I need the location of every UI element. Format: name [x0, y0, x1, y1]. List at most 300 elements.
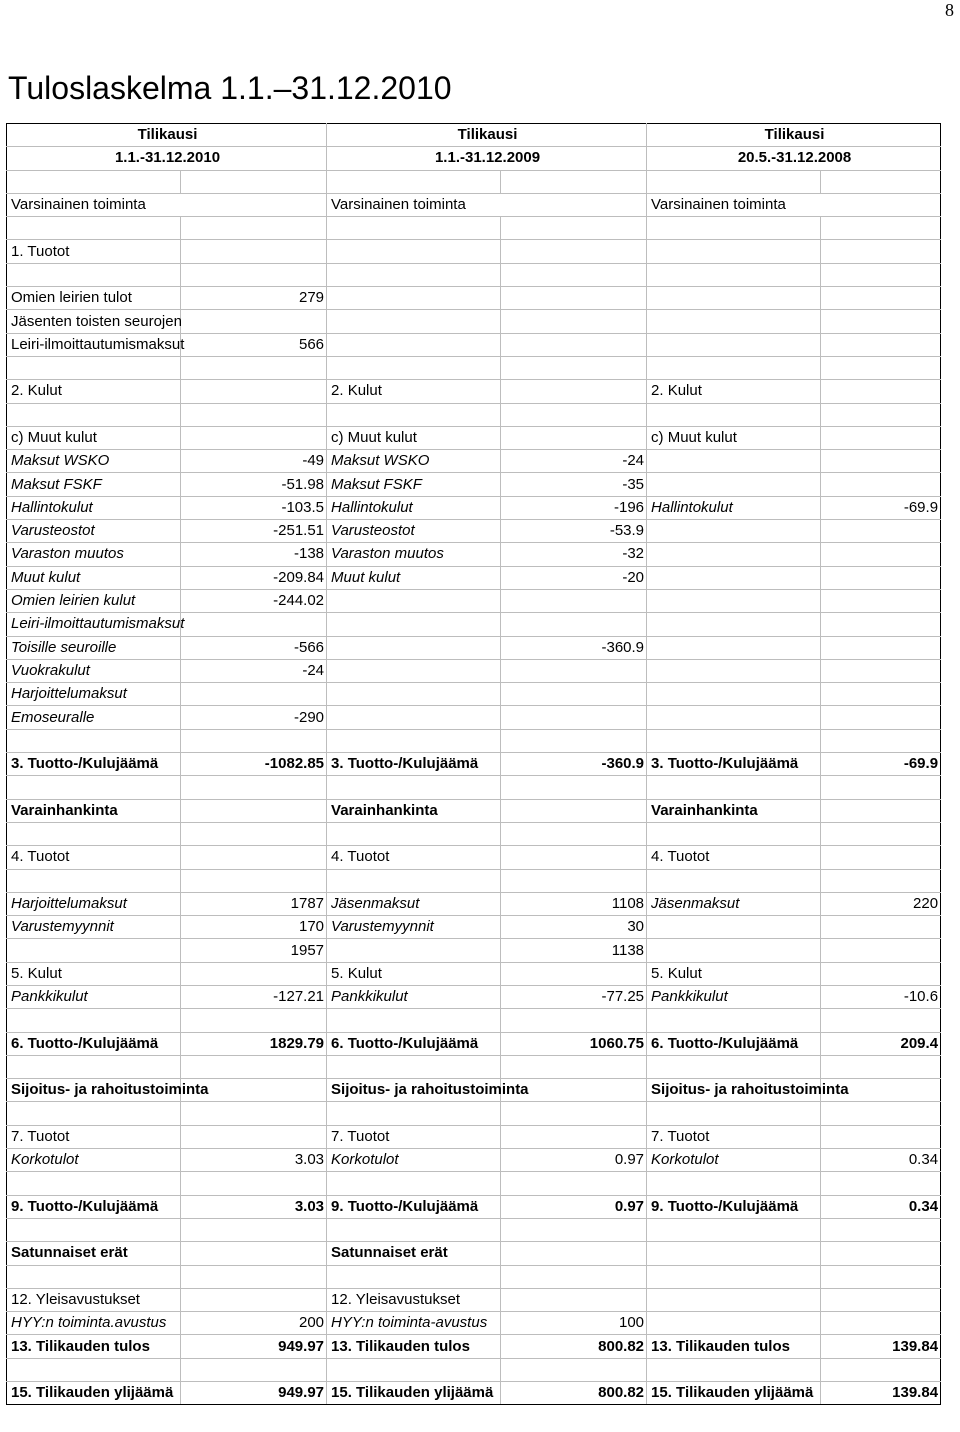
table-cell: 13. Tilikauden tulos [647, 1335, 821, 1358]
empty-cell [647, 613, 821, 636]
table-cell: 4. Tuotot [7, 846, 181, 869]
table-cell: 13. Tilikauden tulos [7, 1335, 181, 1358]
sheet-body [7, 124, 941, 1405]
table-cell: Varainhankinta [327, 799, 501, 822]
empty-cell [327, 1218, 501, 1241]
table-cell: Toisille seuroille [7, 636, 181, 659]
table-cell: -1082.85 [181, 753, 327, 776]
table-cell: c) Muut kulut [7, 426, 181, 449]
empty-cell [181, 240, 327, 263]
table-cell: Muut kulut [7, 566, 181, 589]
table-cell: Leiri-ilmoittautumismaksut [7, 613, 181, 636]
table-cell: 2. Kulut [327, 380, 501, 403]
empty-cell [821, 1125, 941, 1148]
empty-cell [647, 263, 821, 286]
table-cell: 12. Yleisavustukset [327, 1288, 501, 1311]
empty-cell [647, 589, 821, 612]
empty-cell [181, 310, 327, 333]
empty-cell [501, 1288, 647, 1311]
table-cell: -69.9 [821, 496, 941, 519]
table-cell: Varsinainen toiminta [7, 193, 327, 216]
table-cell: Muut kulut [327, 566, 501, 589]
empty-cell [821, 380, 941, 403]
table-cell: 5. Kulut [647, 962, 821, 985]
table-row [7, 403, 941, 426]
table-row [7, 287, 941, 310]
table-cell: -24 [501, 450, 647, 473]
table-cell: 1138 [501, 939, 647, 962]
empty-cell [501, 729, 647, 752]
table-cell: Pankkikulut [327, 985, 501, 1008]
table-cell: Varustemyynnit [327, 916, 501, 939]
table-row [7, 706, 941, 729]
table-cell: 5. Kulut [7, 962, 181, 985]
table-cell: Hallintokulut [647, 496, 821, 519]
empty-cell [821, 706, 941, 729]
table-cell: Pankkikulut [7, 985, 181, 1008]
table-cell: Varainhankinta [7, 799, 181, 822]
table-row [7, 776, 941, 799]
empty-cell [821, 217, 941, 240]
table-cell: HYY:n toiminta-avustus [327, 1312, 501, 1335]
table-cell: 566 [181, 333, 327, 356]
table-cell: c) Muut kulut [327, 426, 501, 449]
empty-cell [821, 916, 941, 939]
empty-cell [647, 287, 821, 310]
table-cell [501, 1125, 647, 1148]
empty-cell [181, 683, 327, 706]
empty-cell [647, 217, 821, 240]
table-cell: Varusteostot [7, 520, 181, 543]
empty-cell [181, 1009, 327, 1032]
empty-cell [647, 939, 821, 962]
empty-cell [821, 426, 941, 449]
table-row [7, 1172, 941, 1195]
empty-cell [501, 310, 647, 333]
empty-cell [181, 1055, 327, 1078]
table-cell: -35 [501, 473, 647, 496]
empty-cell [821, 240, 941, 263]
empty-cell [181, 1265, 327, 1288]
table-cell: c) Muut kulut [647, 426, 821, 449]
table-cell: Varusteostot [327, 520, 501, 543]
table-row [7, 473, 941, 496]
table-cell: 139.84 [821, 1335, 941, 1358]
empty-cell [327, 1102, 501, 1125]
table-cell: -251.51 [181, 520, 327, 543]
empty-cell [647, 729, 821, 752]
table-row [7, 426, 941, 449]
empty-cell [7, 1055, 181, 1078]
table-cell: 2. Kulut [647, 380, 821, 403]
table-cell [181, 1125, 327, 1148]
table-row [7, 1312, 941, 1335]
table-cell: Sijoitus- ja rahoitustoiminta [647, 1079, 821, 1102]
empty-cell [327, 1172, 501, 1195]
table-cell: -20 [501, 566, 647, 589]
empty-cell [501, 240, 647, 263]
table-row [7, 916, 941, 939]
empty-cell [181, 776, 327, 799]
empty-cell [647, 170, 821, 193]
empty-cell [327, 776, 501, 799]
empty-cell [501, 589, 647, 612]
table-row [7, 1335, 941, 1358]
income-statement-sheet [6, 123, 940, 1405]
table-cell: Jäsenmaksut [647, 892, 821, 915]
table-row [7, 659, 941, 682]
table-cell: 6. Tuotto-/Kulujäämä [327, 1032, 501, 1055]
empty-cell [821, 1009, 941, 1032]
table-row [7, 1079, 941, 1102]
empty-cell [647, 1288, 821, 1311]
table-cell: -49 [181, 450, 327, 473]
table-row [7, 496, 941, 519]
table-cell [327, 939, 501, 962]
empty-cell [327, 356, 501, 379]
empty-cell [327, 263, 501, 286]
table-cell: HYY:n toiminta.avustus [7, 1312, 181, 1335]
table-cell: 1108 [501, 892, 647, 915]
empty-cell [647, 1218, 821, 1241]
empty-cell [501, 356, 647, 379]
empty-cell [647, 403, 821, 426]
table-cell: -127.21 [181, 985, 327, 1008]
table-cell: 0.34 [821, 1195, 941, 1218]
table-cell: -138 [181, 543, 327, 566]
table-row [7, 962, 941, 985]
empty-cell [821, 1358, 941, 1381]
empty-cell [7, 356, 181, 379]
empty-cell [327, 310, 501, 333]
table-cell [181, 1288, 327, 1311]
table-row [7, 1382, 941, 1405]
table-cell: 170 [181, 916, 327, 939]
table-row [7, 822, 941, 845]
table-cell: Tilikausi [7, 124, 327, 147]
table-cell [181, 380, 327, 403]
empty-cell [821, 333, 941, 356]
empty-cell [647, 822, 821, 845]
table-cell: 5. Kulut [327, 962, 501, 985]
empty-cell [647, 240, 821, 263]
empty-cell [7, 263, 181, 286]
empty-cell [7, 170, 181, 193]
table-cell: 7. Tuotot [327, 1125, 501, 1148]
empty-cell [647, 1242, 821, 1265]
table-cell: 7. Tuotot [647, 1125, 821, 1148]
table-cell: 209.4 [821, 1032, 941, 1055]
table-cell: Emoseuralle [7, 706, 181, 729]
table-row [7, 333, 941, 356]
empty-cell [327, 217, 501, 240]
table-row [7, 356, 941, 379]
empty-cell [181, 263, 327, 286]
table-cell: 949.97 [181, 1382, 327, 1405]
empty-cell [647, 683, 821, 706]
table-cell: -209.84 [181, 566, 327, 589]
table-row [7, 846, 941, 869]
empty-cell [327, 287, 501, 310]
table-row [7, 1242, 941, 1265]
empty-cell [821, 1288, 941, 1311]
empty-cell [821, 683, 941, 706]
table-cell: 3. Tuotto-/Kulujäämä [647, 753, 821, 776]
empty-cell [647, 1358, 821, 1381]
table-cell: Vuokrakulut [7, 659, 181, 682]
table-cell [501, 426, 647, 449]
empty-cell [647, 916, 821, 939]
empty-cell [647, 543, 821, 566]
table-cell: 100 [501, 1312, 647, 1335]
empty-cell [821, 729, 941, 752]
table-row [7, 1102, 941, 1125]
table-cell: 800.82 [501, 1335, 647, 1358]
table-cell: 1829.79 [181, 1032, 327, 1055]
empty-cell [821, 450, 941, 473]
table-cell: 200 [181, 1312, 327, 1335]
empty-cell [647, 706, 821, 729]
empty-cell [821, 776, 941, 799]
table-row [7, 170, 941, 193]
table-cell: 1060.75 [501, 1032, 647, 1055]
empty-cell [501, 287, 647, 310]
table-row [7, 985, 941, 1008]
empty-cell [327, 659, 501, 682]
empty-cell [821, 799, 941, 822]
empty-cell [327, 1055, 501, 1078]
empty-cell [647, 1265, 821, 1288]
empty-cell [327, 403, 501, 426]
table-row [7, 613, 941, 636]
empty-cell [821, 403, 941, 426]
table-cell: Korkotulot [327, 1149, 501, 1172]
empty-cell [821, 520, 941, 543]
empty-cell [647, 776, 821, 799]
empty-cell [181, 356, 327, 379]
table-cell: Varaston muutos [327, 543, 501, 566]
empty-cell [647, 869, 821, 892]
table-row [7, 193, 941, 216]
table-cell: -103.5 [181, 496, 327, 519]
table-cell: Jäsenmaksut [327, 892, 501, 915]
table-cell: 4. Tuotot [647, 846, 821, 869]
empty-cell [7, 1172, 181, 1195]
table-cell: 1957 [181, 939, 327, 962]
table-cell: Maksut FSKF [327, 473, 501, 496]
empty-cell [501, 263, 647, 286]
table-cell: Omien leirien tulot [7, 287, 181, 310]
table-cell [501, 962, 647, 985]
empty-cell [181, 613, 327, 636]
table-row [7, 799, 941, 822]
table-cell: 9. Tuotto-/Kulujäämä [647, 1195, 821, 1218]
empty-cell [501, 1265, 647, 1288]
empty-cell [821, 1172, 941, 1195]
table-row [7, 566, 941, 589]
empty-cell [647, 659, 821, 682]
table-cell [501, 846, 647, 869]
table-cell: -32 [501, 543, 647, 566]
table-cell: 3.03 [181, 1195, 327, 1218]
empty-cell [7, 403, 181, 426]
table-cell: 6. Tuotto-/Kulujäämä [647, 1032, 821, 1055]
table-cell: 15. Tilikauden ylijäämä [327, 1382, 501, 1405]
empty-cell [181, 1358, 327, 1381]
table-cell: Satunnaiset erät [327, 1242, 501, 1265]
empty-cell [501, 613, 647, 636]
table-row [7, 753, 941, 776]
table-cell: 1. Tuotot [7, 240, 181, 263]
table-row [7, 636, 941, 659]
empty-cell [327, 1358, 501, 1381]
table-cell: 949.97 [181, 1335, 327, 1358]
table-row [7, 1358, 941, 1381]
table-row [7, 589, 941, 612]
table-row [7, 1055, 941, 1078]
empty-cell [501, 1172, 647, 1195]
table-cell: 139.84 [821, 1382, 941, 1405]
empty-cell [647, 450, 821, 473]
table-cell: -69.9 [821, 753, 941, 776]
table-cell: Maksut WSKO [7, 450, 181, 473]
empty-cell [821, 822, 941, 845]
empty-cell [501, 1009, 647, 1032]
table-cell: 3. Tuotto-/Kulujäämä [7, 753, 181, 776]
empty-cell [7, 1102, 181, 1125]
empty-cell [7, 1009, 181, 1032]
empty-cell [501, 1102, 647, 1125]
empty-cell [327, 240, 501, 263]
table-cell: 7. Tuotot [7, 1125, 181, 1148]
table-cell [501, 799, 647, 822]
empty-cell [821, 543, 941, 566]
empty-cell [647, 1312, 821, 1335]
empty-cell [647, 520, 821, 543]
empty-cell [327, 333, 501, 356]
table-cell: Tilikausi [327, 124, 647, 147]
income-statement-table [6, 123, 941, 1405]
empty-cell [821, 1242, 941, 1265]
empty-cell [501, 170, 647, 193]
empty-cell [821, 659, 941, 682]
empty-cell [181, 170, 327, 193]
table-cell: Leiri-ilmoittautumismaksut [7, 333, 181, 356]
table-row [7, 1009, 941, 1032]
table-cell: Korkotulot [647, 1149, 821, 1172]
empty-cell [7, 217, 181, 240]
table-cell [181, 962, 327, 985]
empty-cell [821, 846, 941, 869]
table-row [7, 1218, 941, 1241]
table-cell: Hallintokulut [7, 496, 181, 519]
table-cell: 13. Tilikauden tulos [327, 1335, 501, 1358]
empty-cell [501, 333, 647, 356]
empty-cell [821, 1265, 941, 1288]
table-row [7, 124, 941, 147]
table-row [7, 869, 941, 892]
empty-cell [327, 729, 501, 752]
table-cell: Jäsenten toisten seurojen [7, 310, 181, 333]
table-row [7, 1149, 941, 1172]
table-cell [501, 380, 647, 403]
empty-cell [821, 356, 941, 379]
empty-cell [647, 356, 821, 379]
table-cell [327, 636, 501, 659]
empty-cell [7, 776, 181, 799]
empty-cell [647, 566, 821, 589]
empty-cell [501, 1242, 647, 1265]
empty-cell [181, 1102, 327, 1125]
empty-cell [327, 683, 501, 706]
table-cell: Omien leirien kulut [7, 589, 181, 612]
table-row [7, 683, 941, 706]
table-cell: -51.98 [181, 473, 327, 496]
table-cell: Harjoittelumaksut [7, 892, 181, 915]
table-row [7, 729, 941, 752]
empty-cell [821, 566, 941, 589]
table-row [7, 520, 941, 543]
table-row [7, 1265, 941, 1288]
table-cell: Pankkikulut [647, 985, 821, 1008]
empty-cell [647, 473, 821, 496]
table-row [7, 380, 941, 403]
empty-cell [821, 1102, 941, 1125]
table-cell: 1.1.-31.12.2010 [7, 147, 327, 170]
empty-cell [647, 636, 821, 659]
empty-cell [501, 1218, 647, 1241]
table-cell: Maksut WSKO [327, 450, 501, 473]
table-row [7, 263, 941, 286]
table-cell: Maksut FSKF [7, 473, 181, 496]
table-cell [181, 1242, 327, 1265]
empty-cell [7, 869, 181, 892]
empty-cell [821, 287, 941, 310]
table-cell: 0.97 [501, 1149, 647, 1172]
table-cell: Varsinainen toiminta [327, 193, 647, 216]
empty-cell [7, 729, 181, 752]
table-cell: -360.9 [501, 636, 647, 659]
table-cell: -77.25 [501, 985, 647, 1008]
table-row [7, 310, 941, 333]
empty-cell [821, 473, 941, 496]
empty-cell [327, 822, 501, 845]
table-row [7, 1125, 941, 1148]
empty-cell [501, 659, 647, 682]
table-cell: 1.1.-31.12.2009 [327, 147, 647, 170]
empty-cell [7, 822, 181, 845]
table-cell: 3. Tuotto-/Kulujäämä [327, 753, 501, 776]
empty-cell [647, 1009, 821, 1032]
empty-cell [501, 683, 647, 706]
empty-cell [181, 403, 327, 426]
table-cell: 2. Kulut [7, 380, 181, 403]
table-cell: -290 [181, 706, 327, 729]
empty-cell [327, 706, 501, 729]
table-cell: -10.6 [821, 985, 941, 1008]
table-cell: 0.97 [501, 1195, 647, 1218]
table-cell: 9. Tuotto-/Kulujäämä [7, 1195, 181, 1218]
empty-cell [327, 1265, 501, 1288]
table-row [7, 543, 941, 566]
table-cell: Varainhankinta [647, 799, 821, 822]
empty-cell [7, 1358, 181, 1381]
empty-cell [501, 403, 647, 426]
table-row [7, 217, 941, 240]
empty-cell [181, 1172, 327, 1195]
empty-cell [327, 170, 501, 193]
empty-cell [501, 1358, 647, 1381]
